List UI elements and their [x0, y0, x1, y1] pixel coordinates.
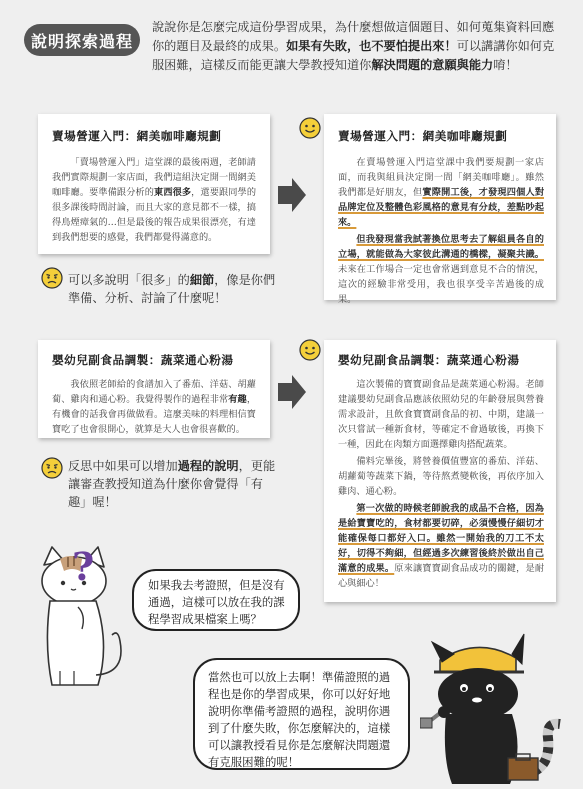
example-card-before — [38, 340, 270, 438]
intro-emphasis: 如果有失敗，也不要怕提出來！ — [286, 39, 457, 53]
question-bubble: 如果我去考證照，但是沒有通過，這樣可以放在我的課程學習成果檔案上嗎？ — [132, 569, 300, 631]
black-cat-illustration — [420, 628, 570, 789]
note-text: 反思中如果可以增加 — [68, 459, 178, 473]
example-card-after — [324, 340, 556, 602]
note-text: 可以多說明「很多」的 — [68, 273, 190, 287]
worried-face-icon — [41, 267, 63, 293]
card-text: 原來讓寶寶副食品成功的關鍵，是耐心與細心！ — [338, 563, 545, 589]
arrow-right-icon — [278, 178, 306, 216]
note-text: ，像是你們準備、分析、討論了什麼呢！ — [68, 273, 276, 305]
intro-line: 可以講講你如何克服困難，這樣反而能更讓大學教授知道你 — [152, 39, 555, 72]
card-body: 這次製備的寶寶副食品是蔬菜通心粉湯。老師建議嬰幼兒副食品應該依照幼兒的年齡發展與營養需求設計，且飲食寶寶副食品的初、中期，建議一次只嘗試一種新食材，等確定不會過敏後，再換下一種，因此在肉類方面選擇雞肉搭配蔬菜。 — [338, 379, 544, 450]
feedback-note — [68, 271, 278, 307]
card-body — [338, 232, 544, 307]
smile-face-icon — [299, 339, 321, 365]
smile-face-icon — [299, 117, 321, 143]
card-text: 在賣場營運入門這堂課中我們要規劃一家店面，而我與組員決定開一間「網美咖啡廳」。雖然我們都是好朋友，但 — [338, 157, 544, 198]
question-mark-icon: ? — [72, 544, 95, 589]
intro-line: 唷！ — [493, 58, 518, 72]
section-badge: 說明探索過程 — [24, 24, 140, 56]
card-body — [52, 377, 256, 437]
card-body — [338, 501, 544, 591]
answer-bubble: 當然也可以放上去啊！準備證照的過程也是你的學習成果，你可以好好地說明你準備考證照的過程，說明你遇到了什麼失敗，你怎麼解決的，這樣可以讓教授看見你是怎麼解決問題還有克服困難的呢！ — [193, 658, 410, 770]
card-highlight: 但我發現當我試著換位思考去了解組員各自的立場，就能做為大家彼此溝通的橋樑，凝聚共識。 — [338, 234, 544, 260]
note-emphasis: 細節 — [189, 273, 215, 287]
intro-text — [152, 18, 557, 75]
card-text: ，有機會的話我會再做做看。這麼美味的料理相信寶寶吃了也會很開心，就算是大人也會很喜歡的。 — [52, 394, 257, 435]
card-text: 未來在工作場合一定也會常遇到意見不合的情況，這次的經驗非常受用，我也很享受辛苦過後的成果。 — [338, 264, 544, 305]
card-highlight: 東西很多 — [154, 187, 192, 198]
card-title: 賣場營運入門：網美咖啡廳規劃 — [338, 129, 508, 143]
note-text: ，更能讓審查教授知道為什麼你會覺得「有趣」喔！ — [68, 459, 276, 509]
arrow-right-icon — [278, 375, 306, 413]
card-title: 賣場營運入門：網美咖啡廳規劃 — [52, 129, 222, 143]
card-body — [338, 155, 544, 230]
card-highlight: 第一次做的時候老師說我的成品不合格，因為是給寶寶吃的，食材都要切碎，必須慢慢仔細切才能確保每口都好入口。雖然一開始我的刀工不太好，切得不夠細，但經過多次練習後終於做出自己滿意的成果。 — [338, 503, 544, 574]
feedback-note — [68, 457, 280, 511]
card-highlight: 有趣 — [228, 394, 247, 405]
example-card-after — [324, 114, 556, 305]
card-title: 嬰幼兒副食品調製：蔬菜通心粉湯 — [338, 353, 520, 367]
card-text: ，還要跟同學的很多課後時間討論，而且大家的意見都不一樣，搞得鳥煙瘴氣的…但是最後的報告成果很漂亮，有達到我們想要的感覺，我們都覺得滿意的。 — [52, 187, 257, 243]
intro-line: 說說你是怎麼完成這份學習成果，為什麼想做這個題目、如何蒐集資料回應你的題目及最終的成果。 — [152, 20, 555, 53]
example-card-before — [38, 114, 270, 254]
intro-emphasis: 解決問題的意願與能力 — [371, 58, 494, 72]
card-title: 嬰幼兒副食品調製：蔬菜通心粉湯 — [52, 353, 234, 367]
card-highlight: 實際開工後，才發現四個人對品牌定位及整體色彩風格的意見有分歧，差點吵起來。 — [338, 187, 545, 228]
worried-face-icon — [41, 457, 63, 483]
card-body: 備料完畢後，將營養價值豐富的番茄、洋菇、胡蘿蔔等蔬菜下鍋，等待熬煮變軟後，再依序加入雞肉、通心粉。 — [338, 456, 544, 497]
note-emphasis: 過程的說明 — [177, 459, 239, 473]
card-body — [52, 155, 256, 245]
card-text: 「賣場營運入門」這堂課的最後兩週，老師請我們實際規劃一家店面，我們這組決定開一間網美咖啡廳。要準備跟分析的 — [52, 157, 256, 198]
card-text: 我依照老師給的食譜加入了番茄、洋菇、胡蘿蔔、雞肉和通心粉。我覺得製作的過程非常 — [52, 379, 256, 405]
